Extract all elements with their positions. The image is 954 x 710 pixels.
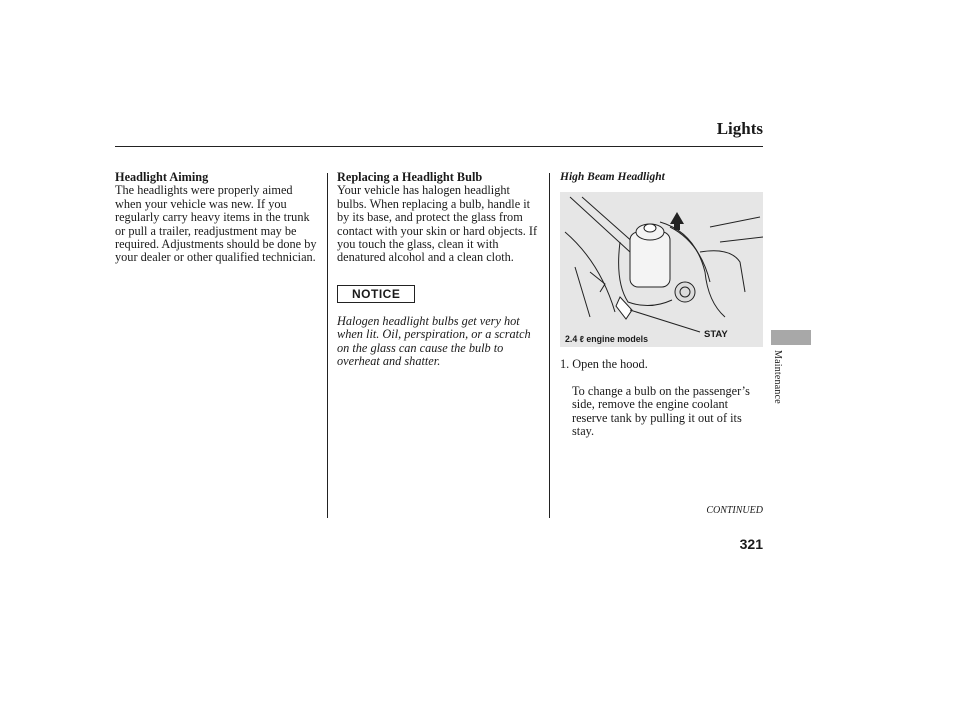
notice-badge: NOTICE <box>337 285 415 303</box>
notice-text: Halogen headlight bulbs get very hot when lit. Oil, perspiration, or a scratch on the glass can cause the bulb to overheat and shatter. <box>337 313 531 369</box>
headlight-aiming-heading: Headlight Aiming <box>115 170 209 184</box>
column-divider-1 <box>327 173 328 518</box>
replacing-bulb-heading: Replacing a Headlight Bulb <box>337 170 483 184</box>
engine-models-label: 2.4 ℓ engine models <box>565 334 649 344</box>
replacing-bulb-section <box>337 171 542 368</box>
engine-bay-drawing <box>560 192 763 347</box>
continued-label: CONTINUED <box>706 505 763 516</box>
headlight-aiming-text: The headlights were properly aimed when your vehicle was new. If you regularly carry heavy items in the trunk or pull a trailer, readjustment may be required. Adjustments should be done by your dealer or other qualified technician. <box>115 183 317 265</box>
step-1-detail: To change a bulb on the passenger’s side, remove the engine coolant reserve tank by pulling it out of its stay. <box>572 384 750 439</box>
stay-label: STAY <box>704 329 728 340</box>
high-beam-headlight-illustration <box>560 192 763 347</box>
section-tab-label: Maintenance <box>772 350 783 404</box>
step-1: 1. Open the hood. <box>560 357 648 371</box>
headlight-aiming-section <box>115 171 320 265</box>
title-rule <box>115 146 763 147</box>
figure-caption-block <box>560 171 763 184</box>
page-number: 321 <box>739 536 763 552</box>
replacing-bulb-text: Your vehicle has halogen headlight bulbs. When replacing a bulb, handle it by its base, and protect the glass from contact with your skin or hard objects. If you touch the glass, clean it with denatured alcohol and a clean cloth. <box>337 183 538 265</box>
figure-caption: High Beam Headlight <box>560 171 665 183</box>
page-title: Lights <box>716 119 763 138</box>
column-divider-2 <box>549 173 550 518</box>
section-tab-marker <box>771 330 811 345</box>
